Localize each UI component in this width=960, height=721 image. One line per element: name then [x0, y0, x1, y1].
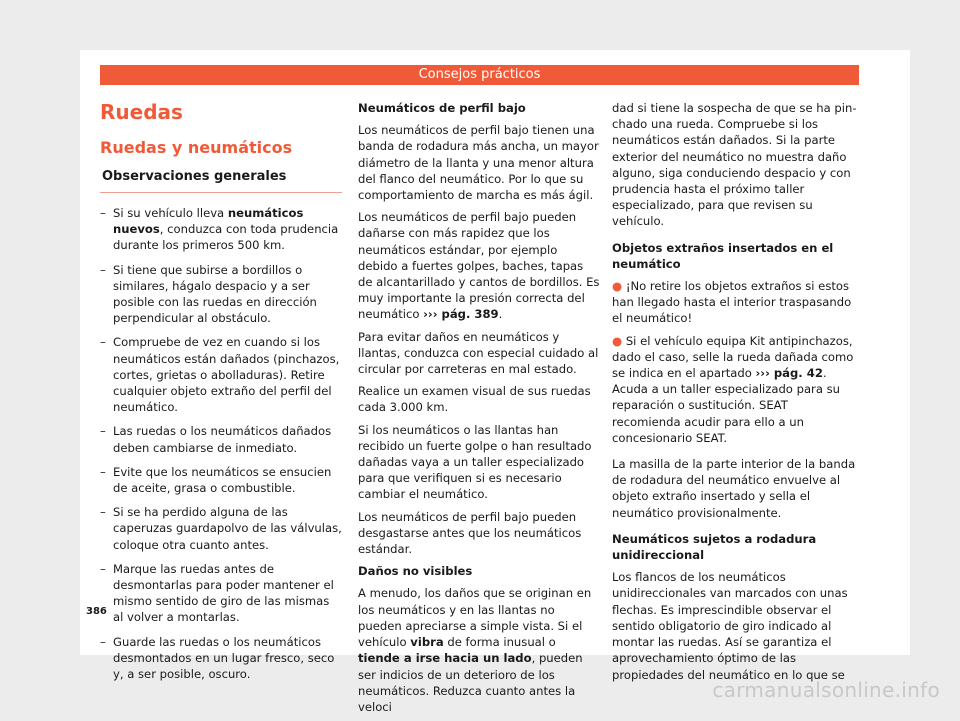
bullet-paragraph: ● Si el vehículo equipa Kit antipinchazos, dado el caso, selle la rueda dañada como se indica en el apartado ››› pág. 42. Acuda a un taller especializado para su reparación o sustitución. SEAT recomienda acudir para ello a un concesionario SEAT.	[612, 333, 854, 445]
paragraph: La masilla de la parte interior de la banda de rodadura del neumático envuelve al objeto extraño insertado y sella el neumático provisionalmente.	[612, 457, 856, 520]
list-item: – Si tiene que subirse a bordillos o similares, hágalo despacio y a ser posible con las ruedas en dirección perpendicular al obstáculo.	[100, 262, 342, 327]
paragraph: Los neumáticos de perfil bajo tienen una banda de rodadura más ancha, un mayor diámetro de la llanta y una menor altura del flanco del neumático. Por lo que su comportamiento de marcha es más ágil.	[358, 123, 599, 203]
list-item: – Compruebe de vez en cuando si los neumáticos están dañados (pinchazos, cortes, grietas o abolladuras). Retire cualquier objeto extraño del perfil del neumático.	[100, 334, 342, 415]
watermark: carmanualsonline.info	[712, 678, 940, 702]
list-item: – Las ruedas o los neumáticos dañados deben cambiarse de inmediato.	[100, 423, 342, 455]
list-item: – Guarde las ruedas o los neumáticos desmontados en un lugar fresco, seco y, a ser posible, oscuro.	[100, 634, 342, 683]
page-number: 386	[86, 606, 107, 617]
paragraph: Los neumáticos de perfil bajo pueden dañarse con más rapidez que los neumáticos estándar, por ejemplo debido a fuertes golpes, baches, tapas de alcantarillado y cantos de bordillos. Es muy importante la presión correcta del neumático ››› pág. 389.	[358, 210, 600, 322]
list-item: – Si se ha perdido alguna de las caperuzas guardapolvo de las válvulas, coloque otra cuanto antes.	[100, 504, 342, 553]
list-item: – Si su vehículo lleva neumáticos nuevos, conduzca con toda prudencia durante los primeros 500 km.	[100, 205, 342, 254]
paragraph: Los flancos de los neumáticos unidireccionales van marcados con unas flechas. Es imprescindible observar el sentido obligatorio de giro indicado al montar las ruedas. Así se garantiza el aprovechamiento óptimo de las propiedades del neumático en lo que se	[612, 570, 848, 682]
subsection-title: Observaciones generales	[100, 168, 342, 193]
page-reference-link[interactable]: ››› pág. 42	[755, 366, 823, 381]
column-3	[612, 100, 860, 689]
heading-low-profile: Neumáticos de perfil bajo	[358, 101, 526, 115]
general-notes-list	[100, 205, 342, 682]
paragraph: dad si tiene la sospecha de que se ha pinchado una rueda. Compruebe si los neumáticos están dañados. Si la parte exterior del neumático no muestra daño alguno, siga conduciendo despacio y con prudencia hasta el próximo taller especializado, para que revisen su vehículo.	[612, 101, 857, 229]
list-item: – Marque las ruedas antes de desmontarlas para poder mantener el mismo sentido de giro de las mismas al volver a montarlas.	[100, 561, 342, 626]
chapter-title: Ruedas	[100, 100, 183, 124]
heading-foreign-objects: Objetos extraños insertados en el neumático	[612, 240, 834, 271]
section-header: Consejos prácticos	[100, 65, 859, 85]
section-title: Ruedas y neumáticos	[100, 138, 293, 157]
paragraph: Para evitar daños en neumáticos y llantas, conduzca con especial cuidado al circular por carreteras en mal estado.	[358, 329, 599, 377]
bullet-dot-icon: ●	[612, 333, 626, 348]
heading-hidden-damage: Daños no visibles	[358, 564, 473, 579]
heading-unidirectional: Neumáticos sujetos a rodadura unidireccional	[612, 531, 817, 563]
paragraph: Los neumáticos de perfil bajo pueden desgastarse antes que los neumáticos estándar.	[358, 509, 582, 557]
page-reference-link[interactable]: ››› pág. 389	[423, 307, 499, 322]
paragraph: A menudo, los daños que se originan en los neumáticos y en las llantas no pueden apreciarse a simple vista. Si el vehículo vibra de forma inusual o tiende a irse hacia un lado, pueden ser indicios de un deterioro de los neumáticos. Reduzca cuanto antes la veloci	[358, 586, 592, 714]
paragraph: Realice un examen visual de sus ruedas cada 3.000 km.	[358, 384, 591, 415]
column-2	[358, 100, 600, 721]
bullet-paragraph: ● ¡No retire los objetos extraños si estos han llegado hasta el interior traspasando el neumático!	[612, 279, 852, 326]
column-1	[100, 100, 342, 690]
paragraph: Si los neumáticos o las llantas han recibido un fuerte golpe o han resultado dañadas vaya a un taller especializado para que verifiquen si es necesario cambiar el neumático.	[358, 422, 592, 502]
bullet-dot-icon: ●	[612, 279, 626, 294]
list-item: – Evite que los neumáticos se ensucien de aceite, grasa o combustible.	[100, 464, 342, 496]
